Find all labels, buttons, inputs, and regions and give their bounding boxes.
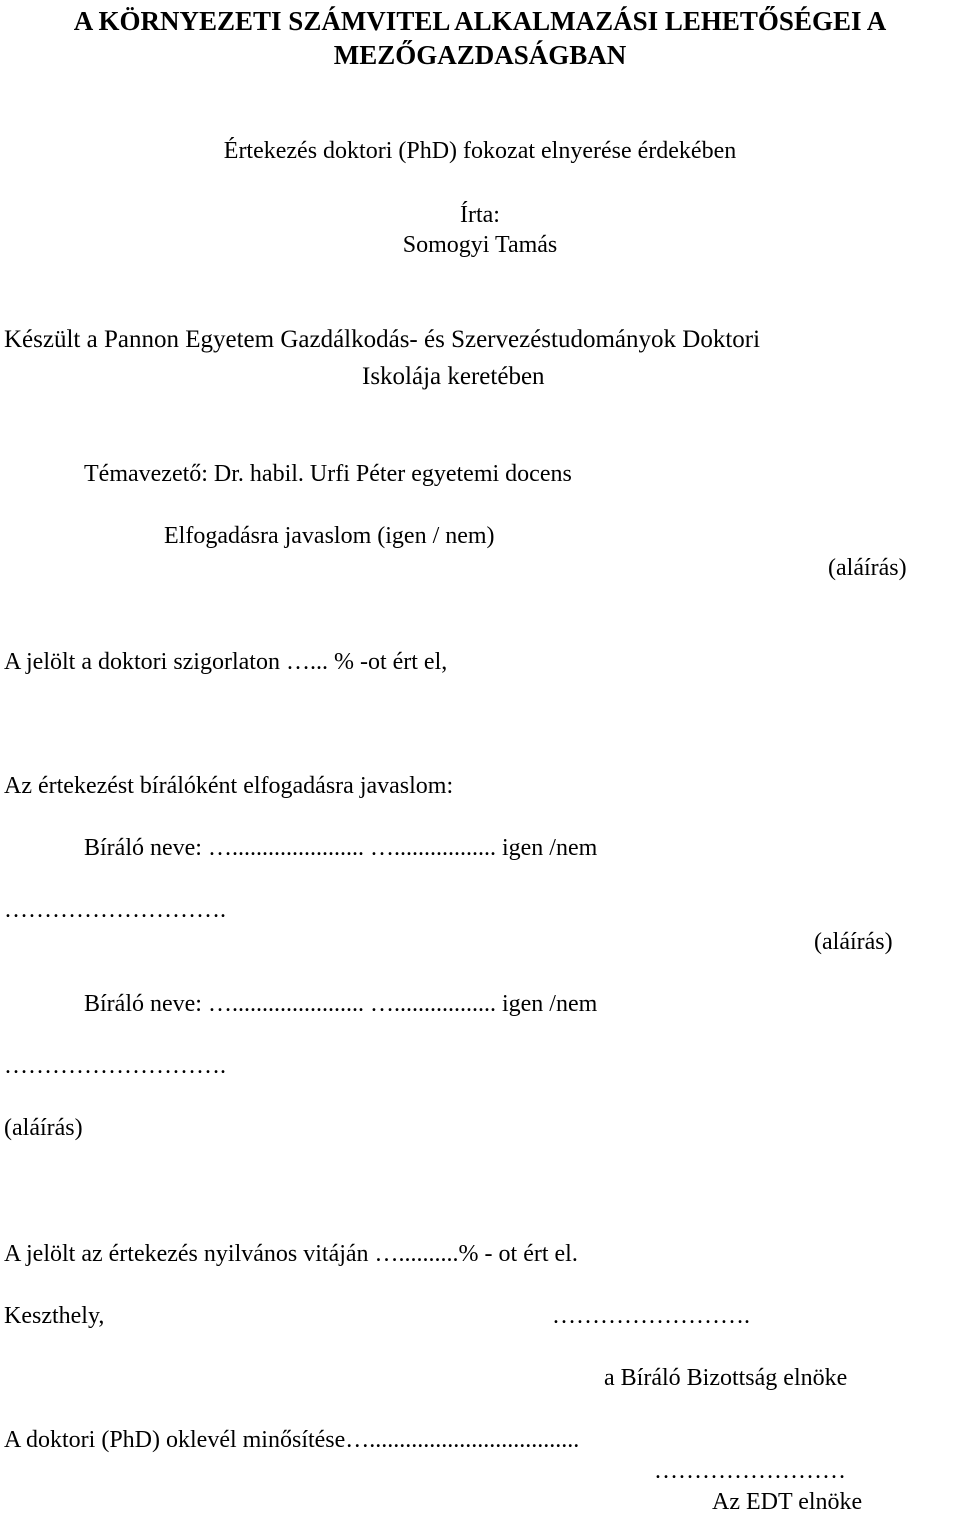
author-name: Somogyi Tamás — [402, 232, 558, 258]
signature-label-reviewer-2: (aláírás) — [4, 1115, 83, 1141]
signature-label-reviewer-1: (aláírás) — [814, 929, 893, 955]
committee-chair-label: a Bíráló Bizottság elnöke — [604, 1365, 848, 1391]
diploma-qualification: A doktori (PhD) oklevél minősítése…................................... — [4, 1427, 580, 1453]
signature-label-supervisor: (aláírás) — [828, 555, 907, 581]
subtitle: Értekezés doktori (PhD) fokozat elnyerése érdekében — [223, 138, 737, 164]
recommendation: Elfogadásra javaslom (igen / nem) — [164, 523, 495, 549]
reviewers-intro: Az értekezést bírálóként elfogadásra javaslom: — [4, 773, 454, 799]
reviewer-2-line: Bíráló neve: …...................... …................. igen /nem — [84, 991, 598, 1017]
edt-signature-dots: …………………… — [654, 1458, 846, 1484]
reviewer-2-signature-dots: ………………………. — [4, 1053, 226, 1079]
reviewer-1-line: Bíráló neve: …...................... …................. igen /nem — [84, 835, 598, 861]
school-line-2: Iskolája keretében — [362, 363, 545, 390]
author-label: Írta: — [460, 202, 500, 228]
edt-chair-label: Az EDT elnöke — [712, 1489, 863, 1515]
exam-result: A jelölt a doktori szigorlaton …... % -ot ért el, — [4, 649, 448, 675]
supervisor: Témavezető: Dr. habil. Urfi Péter egyetemi docens — [84, 461, 572, 487]
defense-result: A jelölt az értekezés nyilvános vitáján …..........% - ot ért el. — [4, 1241, 578, 1267]
school-line-1: Készült a Pannon Egyetem Gazdálkodás- és Szervezéstudományok Doktori — [4, 326, 761, 353]
committee-signature-dots: ……………………. — [552, 1303, 750, 1329]
document-title-line-2: MEZŐGAZDASÁGBAN — [333, 40, 627, 70]
document-title-line-1: A KÖRNYEZETI SZÁMVITEL ALKALMAZÁSI LEHETŐSÉGEI A — [73, 6, 887, 36]
reviewer-1-signature-dots: ………………………. — [4, 897, 226, 923]
place: Keszthely, — [4, 1303, 105, 1329]
